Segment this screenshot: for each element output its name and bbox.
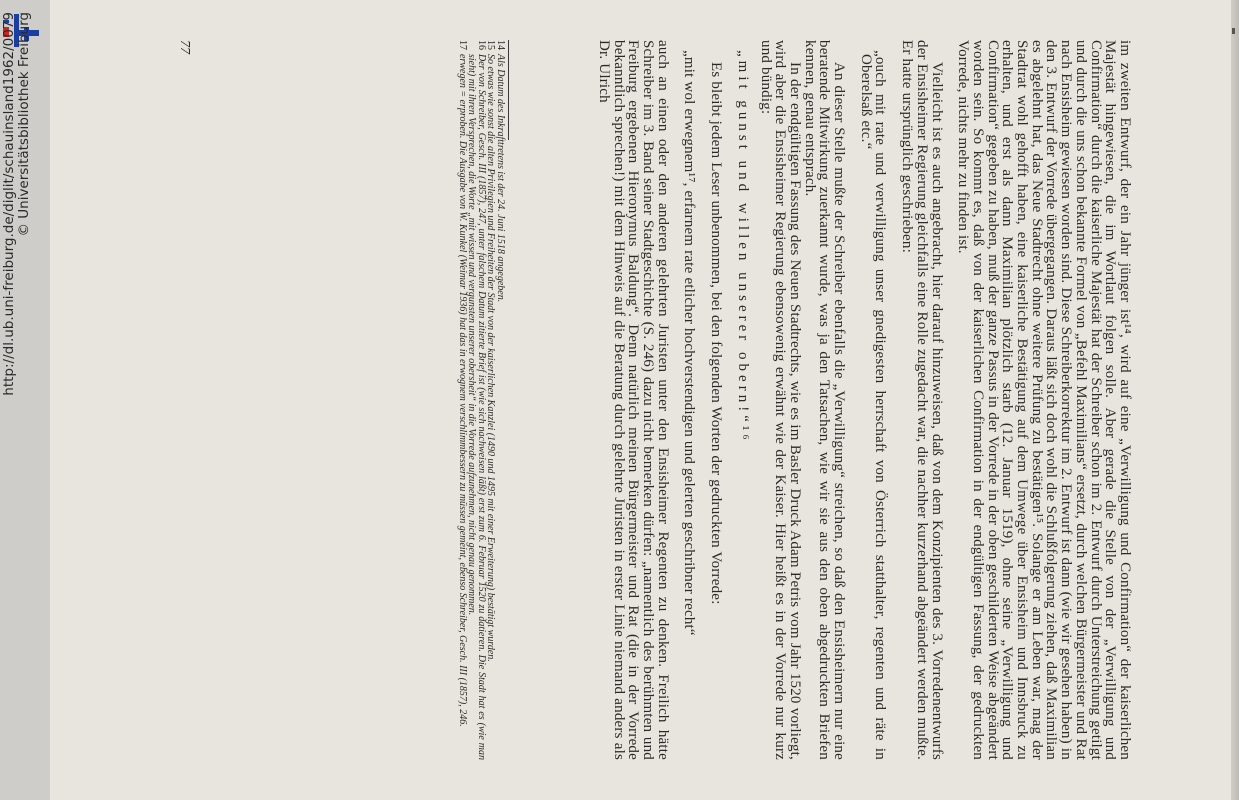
watermark-copyright: © Universitätsbibliothek Freiburg <box>16 12 32 237</box>
footnote <box>486 40 496 760</box>
paragraph: Es bleibt jedem Leser unbenommen, bei den folgenden Worten der gedruckten Vorrede: <box>708 62 725 605</box>
watermark-url[interactable]: http://dl.ub.uni-freiburg.de/diglit/schauinsland1962/0079 <box>1 12 17 396</box>
footnote <box>467 40 486 760</box>
footnote-text: erwegen = erproben. Die Ausgabe von W. Kunkel (Weimar 1936) hat das in erwognem verschlimmbessern zu müssen gemeint, ebenso Schreiber, Gesch. III (1857), 246. <box>456 54 468 727</box>
watermark <box>2 0 46 800</box>
paragraph: In der endgültigen Fassung des Neuen Stadtrechts, wie es im Basler Druck Adam Petris vom Jahr 1520 vorliegt, wird aber die Ensisheimer Regierung ebensowenig erwähnt wie der Kaiser. Hier heißt es in der Vorrede nur kurz und bündig: <box>757 40 803 760</box>
page-edge <box>1231 0 1239 800</box>
quote-spaced: „mit gunst und willen unserer obern!“¹⁶ <box>734 50 751 444</box>
footnotes <box>457 40 505 760</box>
quote: „ouch mit rate und verwilligung unser gnedigesten herrschaft von Österrich statthalter, regenten und räte in Oberelsaß etc.“ <box>857 50 889 760</box>
footnote-number: 15 <box>485 40 497 50</box>
footnote-rule <box>508 40 509 140</box>
footnote-number: 14 <box>495 40 506 50</box>
rotated-text-block <box>42 40 1132 760</box>
page-number: 77 <box>177 40 192 54</box>
quote: „mit wol erwegnem¹⁷, erfarnem rate etlicher hochverstendigen und gelerten geschribner recht“ <box>681 50 698 636</box>
paragraph: An dieser Stelle mußte der Schreiber ebenfalls die „Verwilligung“ streichen, so daß den Ensisheimern nur eine beratende Mitwirkung zuerkannt wurde, was ja den Tatsachen, wie wir sie aus den oben abgedruckten Briefen kennen, genau entsprach. <box>801 40 848 760</box>
paragraph: Vielleicht ist es auch angebracht, hier darauf hinzuweisen, daß von dem Konzipienten des 3. Vorredenentwurfs der Ensisheimer Regierung gleichfalls eine Rolle zugedacht war, die nachher kurzerhand abgeändert werden mußte. Er hatte ursprünglich geschrieben: <box>899 40 945 760</box>
footnote <box>457 40 467 760</box>
edge-mark <box>1232 28 1235 34</box>
footnote-number: 16 <box>475 40 487 50</box>
paragraph: im zweiten Entwurf, der ein Jahr jünger ist¹⁴, wird auf eine „Verwilligung und Confirmation“ der kaiserlichen Majestät hingewiesen, die im Wortlaut folgen solle. Aber gerade die Stelle von der „Verwilligung und Confirmation“ durch die kaiserliche Majestät hat der Schreiber schon im 2. Entwurf durch Unterstreichung getilgt und durch die uns schon bekannte Formel von „Befehl Maximilians“ ersetzt, durch welchen Bürgermeister und Rat nach Ensisheim gewiesen worden sind. Diese Schreiberkorrektur im 2. Entwurf ist dann (wie wir gesehen haben) in den 3. Entwurf der Vorrede übergegangen. Daraus läßt sich doch wohl die Schlußfolgerung ziehen, daß Maximilian es abgelehnt hat, das Neue Stadtrecht ohne weitere Prüfung zu bestätigen¹⁵. Solange er am Leben war, mag der Stadtrat wohl gehofft haben, eine kaiserliche Bestätigung auf dem Umwege über Ensisheim und Innsbruck zu erhalten, und erst als dann Maximilian plötzlich starb (12. Januar 1519), ohne seine „Verwilligung und Confirmation“ gegeben zu haben, muß der ganze Passus in der Vorrede in der oben geschilderten Weise abgeändert worden sein. So kommt es, daß von der kaiserlichen Confirmation in der endgültigen Fassung, der gedruckten Vorrede, nichts mehr zu finden ist. <box>955 40 1133 760</box>
footnote-number: 17 <box>456 40 468 50</box>
footnote-text: Der von Schreiber, Gesch. III (1857), 247, unter falschem Datum zitierte Brief ist (wie sich nachweisen läßt) erst zum 6. Februar 1520 zu datieren. Die Stadt hat es (wie man sieht) mit ihren Versprechen, die Worte „mit wissen und vergunsten unserer obersheit“ in die Vorrede aufzunehmen, nicht genau genommen. <box>466 54 487 760</box>
footnote-text: Als Datum des Inkrafttretens ist der 24. Juni 1518 angegeben. <box>495 54 506 303</box>
footnote <box>495 40 505 760</box>
paragraph: auch an einen oder den anderen gelehrten Juristen unter den Ensisheimer Regenten zu denken. Freilich hätte Schreiber im 3. Band seiner Stadtgeschichte (S. 246) dazu nicht bemerken dürfen: „namentlich des berühmten und Freiburg ergebenen Hieronymus Baldung“. Denn natürlich meinen Bürgermeister und Rat (die in der Vorrede bekanntlich sprechen!) mit dem Hinweis auf die Beratung durch gelehrte Juristen in erster Linie niemand anders als Dr. Ulrich <box>595 40 671 760</box>
footnote-text: So etwas wie sonst die alten Privilegien und Freiheiten der Stadt von der kaiserlichen Kanzlei (1490 und 1495 mit einer Erweiterung) bestätigt wurden. <box>485 54 497 662</box>
body-text <box>596 40 1132 760</box>
